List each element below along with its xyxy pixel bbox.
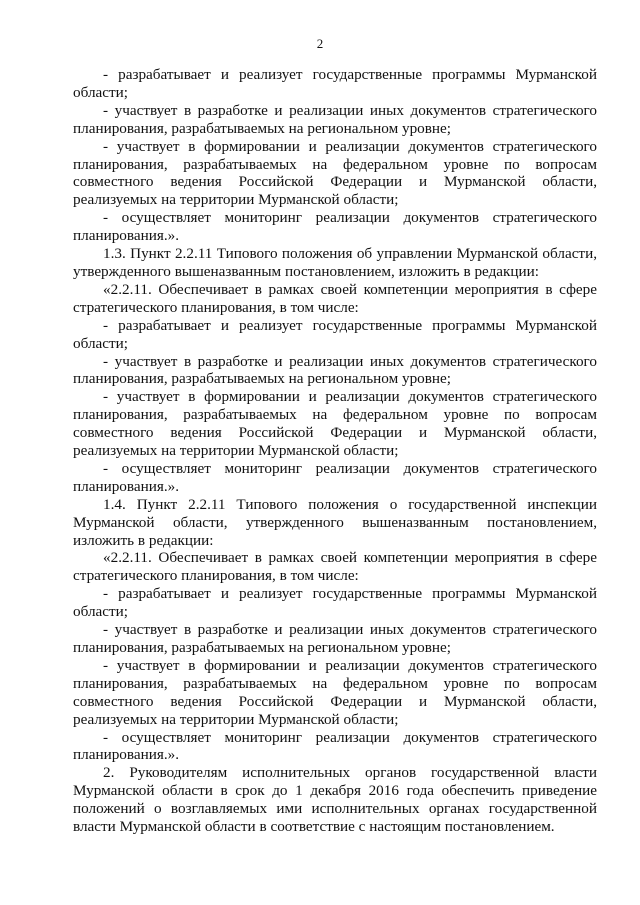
paragraph: - участвует в разработке и реализации иных документов стратегического планирования, разрабатываемых на региональном уровне; <box>73 352 597 388</box>
paragraph: - разрабатывает и реализует государственные программы Мурманской области; <box>73 66 597 101</box>
section-2: 2. Руководителям исполнительных органов государственной власти Мурманской области в срок до 1 декабря 2016 года обеспечить приведение положений о возглавляемых ими исполнительных органах государственной власти Мурманской области в соответствие с настоящим постановлением. <box>73 764 597 836</box>
quoted-clause: «2.2.11. Обеспечивает в рамках своей компетенции мероприятия в сфере стратегического планирования, в том числе: <box>73 280 597 316</box>
paragraph: - разрабатывает и реализует государственные программы Мурманской области; <box>73 585 597 621</box>
page-number: 2 <box>316 36 324 51</box>
paragraph: - участвует в разработке и реализации иных документов стратегического планирования, разрабатываемых на региональном уровне; <box>73 621 597 656</box>
section-heading-1-4: 1.4. Пункт 2.2.11 Типового положения о государственной инспекции Мурманской области, утвержденного вышеназванным постановлением, изложить в редакции: <box>73 495 597 549</box>
paragraph: - осуществляет мониторинг реализации документов стратегического планирования.». <box>73 728 597 764</box>
section-heading-1-3: 1.3. Пункт 2.2.11 Типового положения об управлении Мурманской области, утвержденного вышеназванным постановлением, изложить в редакции: <box>73 245 597 280</box>
quoted-clause: «2.2.11. Обеспечивает в рамках своей компетенции мероприятия в сфере стратегического планирования, в том числе: <box>73 549 597 585</box>
paragraph: - участвует в формировании и реализации документов стратегического планирования, разрабатываемых на федеральном уровне по вопросам совместного ведения Российской Федерации и Мурманской области, реализуемых на территории Мурманской области; <box>73 388 597 460</box>
paragraph: - участвует в формировании и реализации документов стратегического планирования, разрабатываемых на федеральном уровне по вопросам совместного ведения Российской Федерации и Мурманской области, реализуемых на территории Мурманской области; <box>73 137 597 209</box>
paragraph: - участвует в разработке и реализации иных документов стратегического планирования, разрабатываемых на региональном уровне; <box>73 101 597 137</box>
paragraph: - осуществляет мониторинг реализации документов стратегического планирования.». <box>73 459 597 495</box>
paragraph: - разрабатывает и реализует государственные программы Мурманской области; <box>73 316 597 352</box>
paragraph: - осуществляет мониторинг реализации документов стратегического планирования.». <box>73 209 597 245</box>
document-body <box>73 66 597 836</box>
paragraph: - участвует в формировании и реализации документов стратегического планирования, разрабатываемых на федеральном уровне по вопросам совместного ведения Российской Федерации и Мурманской области, реализуемых на территории Мурманской области; <box>73 656 597 728</box>
